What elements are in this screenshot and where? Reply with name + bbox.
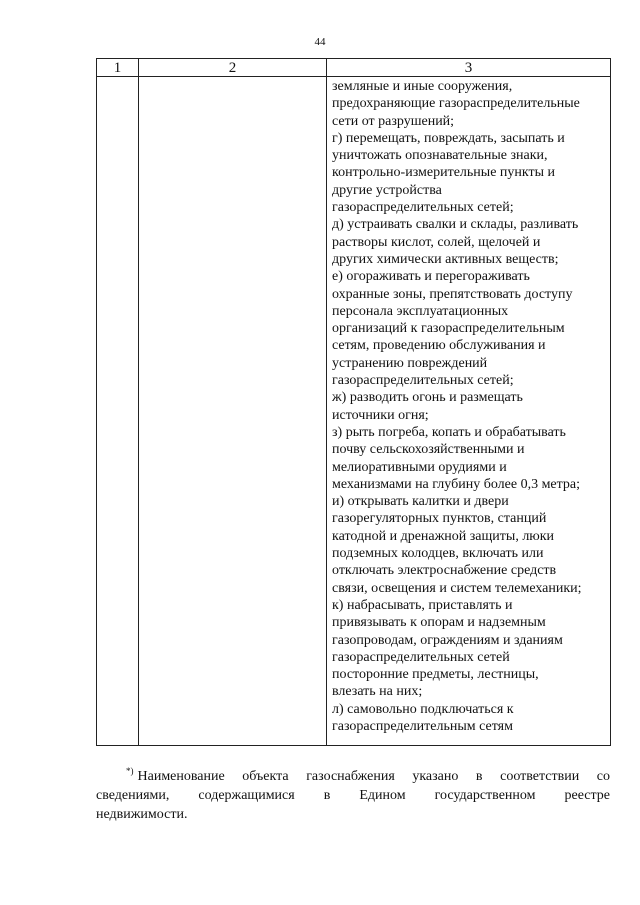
content-line: з) рыть погреба, копать и обрабатывать [332, 424, 566, 440]
content-line: газораспределительных сетей; [332, 373, 514, 389]
content-line: уничтожать опознавательные знаки, [332, 148, 548, 164]
footnote-mark: *) [126, 766, 134, 776]
content-line: растворы кислот, солей, щелочей и [332, 234, 541, 250]
content-line: персонала эксплуатационных [332, 303, 509, 319]
content-line: г) перемещать, повреждать, засыпать и [332, 130, 565, 146]
content-line: влезать на них; [332, 684, 423, 700]
table-row [97, 77, 611, 746]
content-line: ж) разводить огонь и размещать [332, 390, 523, 406]
content-line: другие устройства [332, 182, 442, 198]
content-line: л) самовольно подключаться к [332, 701, 514, 717]
content-line: посторонние предметы, лестницы, [332, 667, 539, 683]
content-line: д) устраивать свалки и склады, разливать [332, 217, 579, 233]
content-line: катодной и дренажной защиты, люки [332, 528, 555, 544]
content-line: организаций к газораспределительным [332, 321, 565, 337]
content-line: связи, освещения и систем телемеханики; [332, 580, 582, 596]
footnote-line [96, 762, 610, 786]
content-line: земляные и иные сооружения, [332, 79, 513, 94]
column-1-cell [97, 77, 139, 746]
footnote [96, 762, 610, 824]
content-line: контрольно-измерительные пункты и [332, 165, 556, 181]
content-line: отключать электроснабжение средств [332, 563, 557, 579]
footnote-line-text: Наименование объекта газоснабжения указано в соответствии со [137, 769, 610, 784]
content-line: предохраняющие газораспределительные [332, 96, 580, 112]
document-table [96, 58, 611, 746]
content-line: механизмами на глубину более 0,3 метра; [332, 476, 581, 492]
content-line: мелиоративными орудиями и [332, 459, 507, 475]
content-line: охранные зоны, препятствовать доступу [332, 286, 573, 302]
content-line: к) набрасывать, приставлять и [332, 597, 513, 613]
page-number: 44 [314, 36, 326, 48]
content-line: привязывать к опорам и надземным [332, 615, 546, 631]
content-line: газораспределительным сетям [332, 718, 513, 734]
content-line: газопроводам, ограждениям и зданиям [332, 632, 563, 648]
content-line: устранению повреждений [332, 355, 488, 371]
footnote-line: сведениями, содержащимися в Едином государственном реестре [96, 788, 610, 803]
column-header-1: 1 [97, 59, 139, 77]
content-line: сети от разрушений; [332, 113, 455, 129]
content-line: газораспределительных сетей [332, 649, 510, 665]
footnote-line: недвижимости. [96, 807, 188, 822]
table-header-row [97, 59, 611, 77]
content-line: газорегуляторных пунктов, станций [332, 511, 547, 527]
column-header-2: 2 [139, 59, 327, 77]
column-3-cell [327, 77, 611, 746]
column-3-text [332, 78, 606, 735]
content-line: и) открывать калитки и двери [332, 494, 509, 510]
content-line: газораспределительных сетей; [332, 200, 514, 216]
column-header-3: 3 [327, 59, 611, 77]
content-line: е) огораживать и перегораживать [332, 269, 530, 285]
content-line: подземных колодцев, включать или [332, 546, 544, 562]
content-line: почву сельскохозяйственными и [332, 442, 525, 458]
content-line: других химически активных веществ; [332, 251, 559, 267]
content-line: источники огня; [332, 407, 429, 423]
content-line: сетям, проведению обслуживания и [332, 338, 546, 354]
column-2-cell [139, 77, 327, 746]
